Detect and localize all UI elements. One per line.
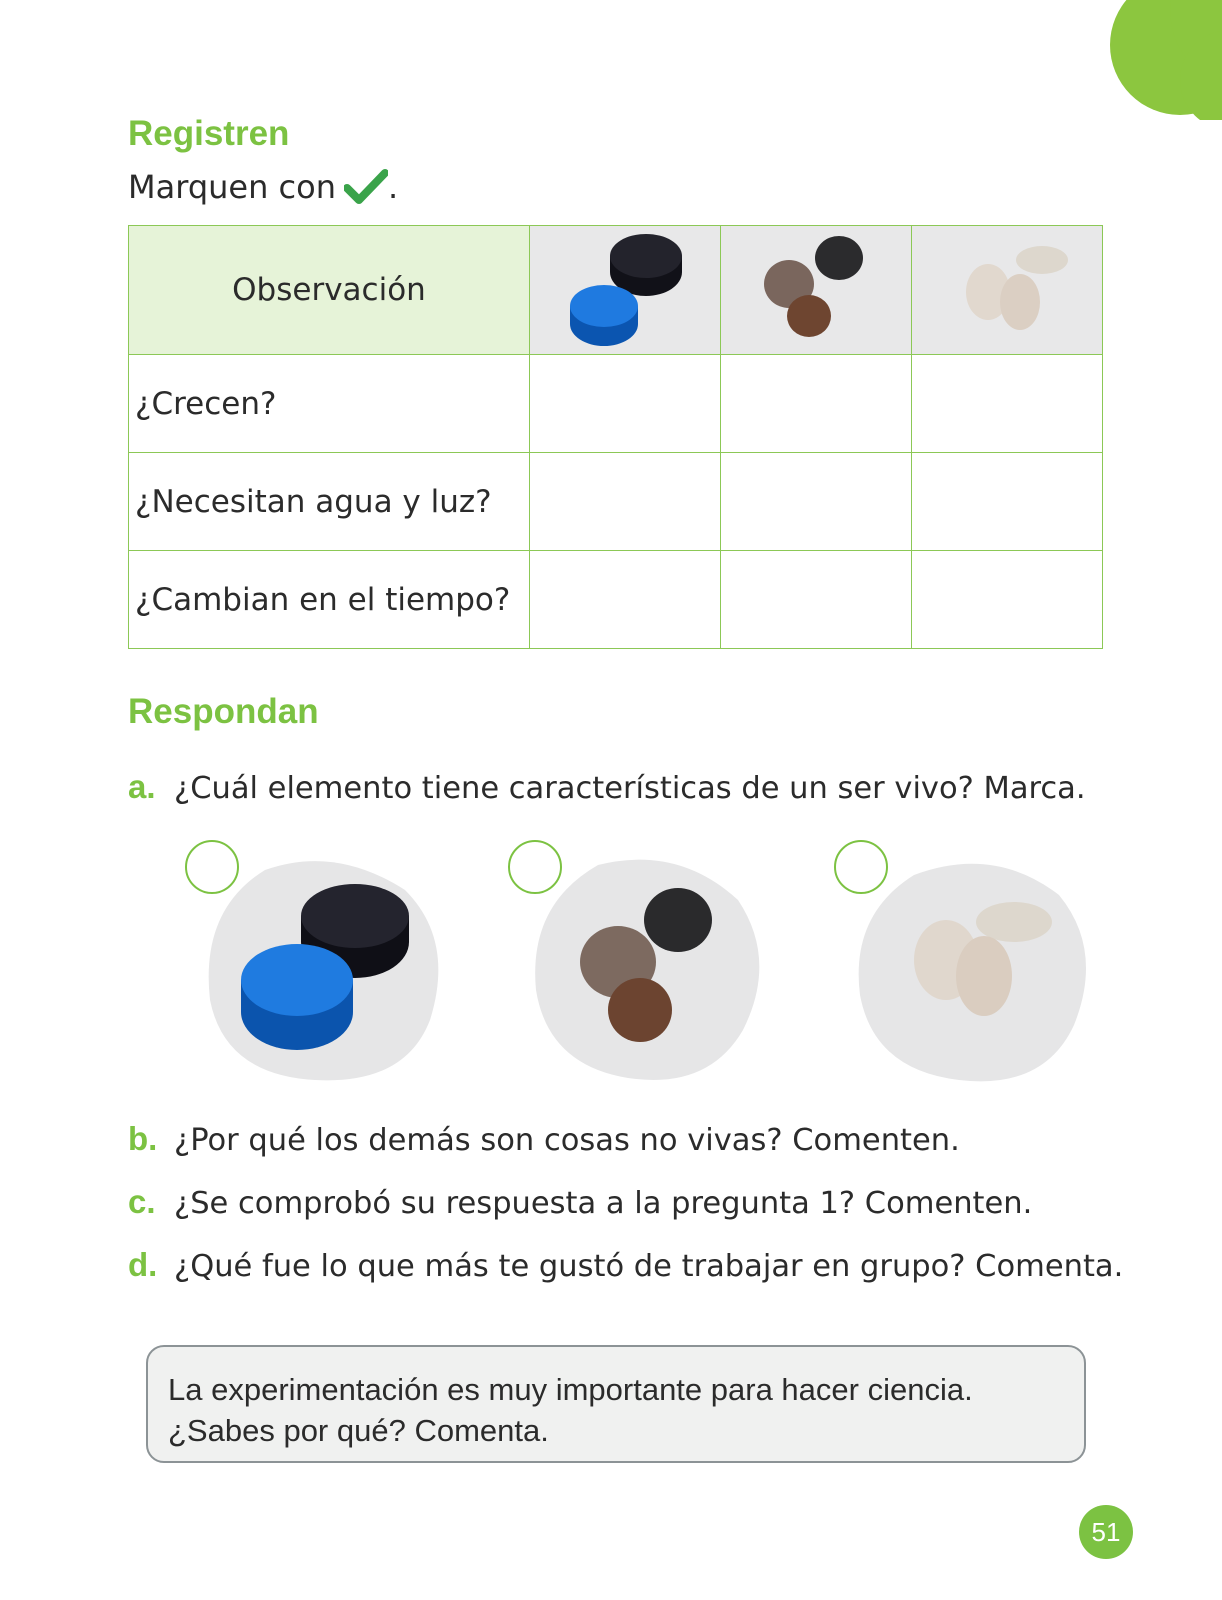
answer-cell[interactable] xyxy=(912,551,1103,649)
answer-cell[interactable] xyxy=(721,453,912,551)
bottle-caps-image xyxy=(530,226,720,354)
header-caps-cell xyxy=(530,226,721,355)
table-header-row xyxy=(129,226,1103,355)
respondan-heading: Respondan xyxy=(128,692,319,731)
header-pebbles-cell xyxy=(721,226,912,355)
table-row xyxy=(129,551,1103,649)
white-stones-photo xyxy=(854,850,1094,1090)
corner-decoration xyxy=(1100,0,1222,120)
answer-cell[interactable] xyxy=(530,355,721,453)
question-b xyxy=(128,1120,960,1158)
registren-heading: Registren xyxy=(128,114,290,153)
brown-pebbles-photo xyxy=(528,850,768,1090)
table-row xyxy=(129,453,1103,551)
question-text: ¿Por qué los demás son cosas no vivas? Comenten. xyxy=(174,1123,960,1158)
row-label: ¿Cambian en el tiempo? xyxy=(129,551,530,649)
choice-stones xyxy=(834,840,1104,1090)
note-line-2: ¿Sabes por qué? Comenta. xyxy=(168,1413,549,1448)
answer-cell[interactable] xyxy=(530,453,721,551)
question-letter: a. xyxy=(128,768,156,805)
choice-circle[interactable] xyxy=(834,840,888,894)
question-c xyxy=(128,1183,1032,1221)
choice-caps xyxy=(185,840,455,1090)
question-letter: b. xyxy=(128,1120,158,1157)
instruction xyxy=(128,168,398,206)
check-icon xyxy=(344,169,388,205)
choice-pebbles xyxy=(508,840,778,1090)
choice-circle[interactable] xyxy=(508,840,562,894)
choice-circle[interactable] xyxy=(185,840,239,894)
note-box xyxy=(146,1345,1086,1463)
observation-header: Observación xyxy=(129,226,530,355)
answer-cell[interactable] xyxy=(721,551,912,649)
instruction-period: . xyxy=(388,168,399,206)
answer-cell[interactable] xyxy=(530,551,721,649)
brown-pebbles-image xyxy=(721,226,911,354)
table-row xyxy=(129,355,1103,453)
page-number: 51 xyxy=(1079,1505,1133,1559)
row-label: ¿Crecen? xyxy=(129,355,530,453)
header-stones-cell xyxy=(912,226,1103,355)
question-letter: d. xyxy=(128,1246,158,1283)
question-text: ¿Cuál elemento tiene características de un ser vivo? Marca. xyxy=(174,771,1086,806)
answer-cell[interactable] xyxy=(721,355,912,453)
row-label: ¿Necesitan agua y luz? xyxy=(129,453,530,551)
answer-cell[interactable] xyxy=(912,355,1103,453)
question-d xyxy=(128,1246,1123,1284)
white-stones-image xyxy=(912,226,1102,354)
question-text: ¿Se comprobó su respuesta a la pregunta 1? Comenten. xyxy=(174,1186,1033,1221)
bottle-caps-photo xyxy=(205,850,445,1090)
answer-cell[interactable] xyxy=(912,453,1103,551)
question-letter: c. xyxy=(128,1183,156,1220)
note-line-1: La experimentación es muy importante para hacer ciencia. xyxy=(168,1372,973,1407)
question-text: ¿Qué fue lo que más te gustó de trabajar en grupo? Comenta. xyxy=(174,1249,1124,1284)
question-a xyxy=(128,768,1086,806)
observation-table xyxy=(128,225,1103,649)
instruction-text: Marquen con xyxy=(128,168,336,206)
